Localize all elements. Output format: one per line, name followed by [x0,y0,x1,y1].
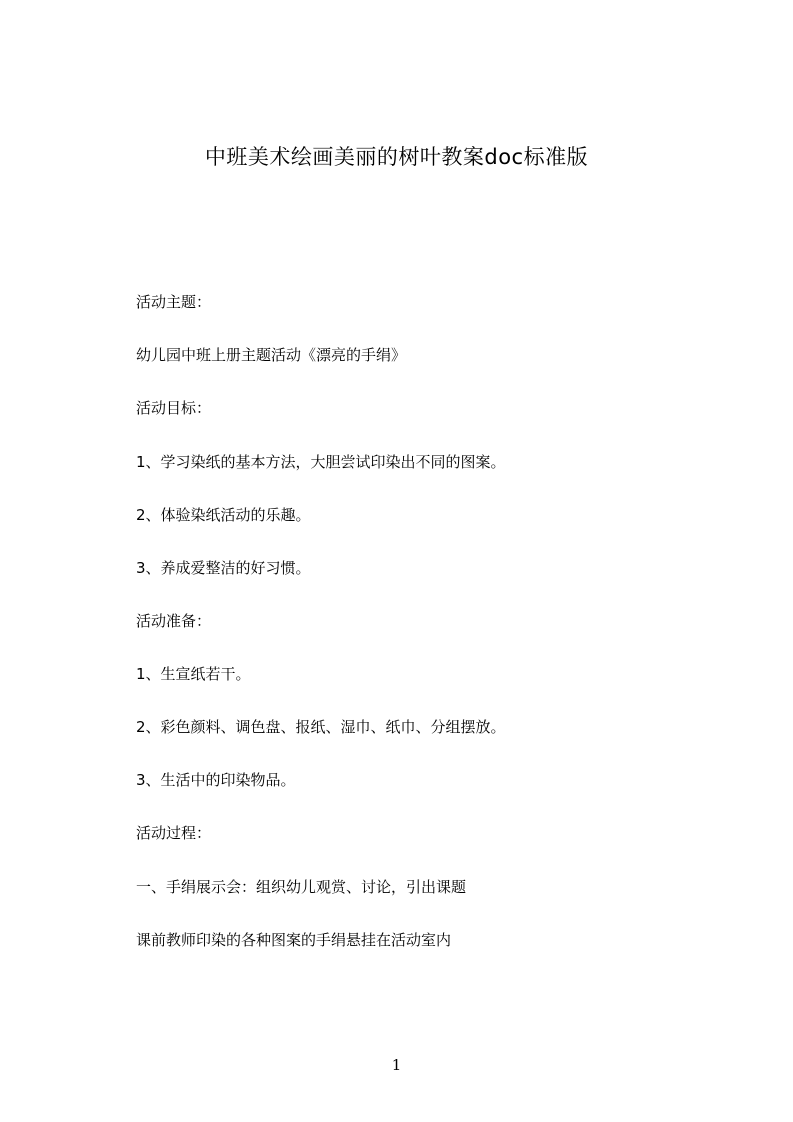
goal-item-1: 1、学习染纸的基本方法，大胆尝试印染出不同的图案。 [136,453,506,471]
section-heading-goals: 活动目标： [136,399,212,417]
process-step-1: 一、手绢展示会：组织幼儿观赏、讨论，引出课题 [136,878,467,896]
goal-item-3: 3、养成爱整洁的好习惯。 [136,559,311,577]
section-heading-preparation: 活动准备： [136,612,212,630]
preparation-item-1: 1、生宣纸若干。 [136,665,251,683]
paragraph-theme-text: 幼儿园中班上册主题活动《漂亮的手绢》 [136,346,407,364]
preparation-item-2: 2、彩色颜料、调色盘、报纸、湿巾、纸巾、分组摆放。 [136,718,506,736]
page-number: 1 [391,1056,402,1074]
goal-item-2: 2、体验染纸活动的乐趣。 [136,506,311,524]
section-heading-theme: 活动主题： [136,293,212,311]
process-step-1-detail: 课前教师印染的各种图案的手绢悬挂在活动室内 [136,931,452,949]
preparation-item-3: 3、生活中的印染物品。 [136,771,296,789]
document-title: 中班美术绘画美丽的树叶教案doc标准版 [204,145,589,169]
section-heading-process: 活动过程： [136,824,212,842]
